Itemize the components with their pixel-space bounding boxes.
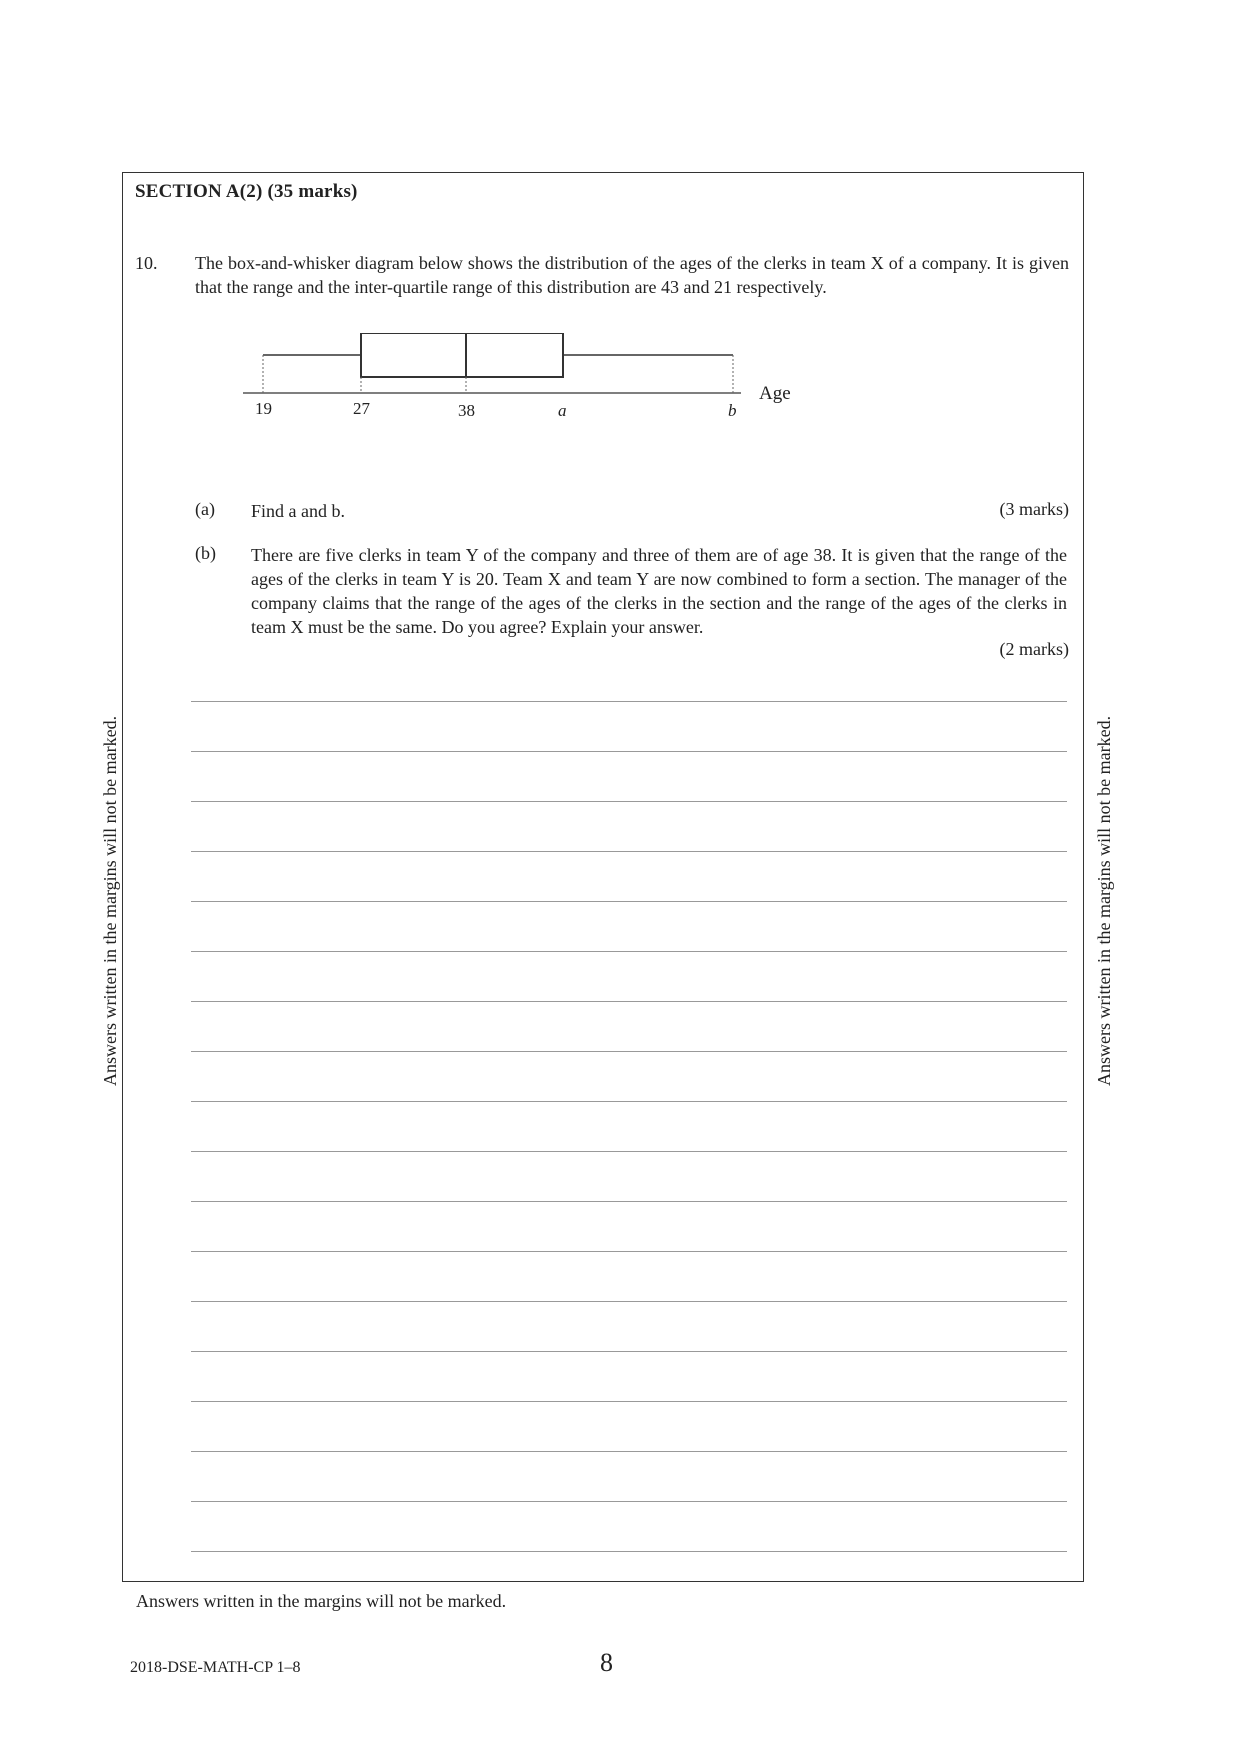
part-a-marks: (3 marks) xyxy=(999,499,1069,519)
section-title: SECTION A(2) (35 marks) xyxy=(135,181,358,202)
part-a-text: Find a and b. xyxy=(251,501,345,521)
answer-line[interactable] xyxy=(191,1001,1067,1002)
question-text: The box-and-whisker diagram below shows the distribution of the ages of the clerks in team X of a company. It is given that the range and the inter-quartile range of this distribution are 43 and 21 respectively. xyxy=(195,253,1069,297)
answer-line[interactable] xyxy=(191,751,1067,752)
question-number: 10. xyxy=(135,253,158,273)
answer-line[interactable] xyxy=(191,851,1067,852)
answer-line[interactable] xyxy=(191,1351,1067,1352)
answer-frame xyxy=(122,172,1084,1582)
box xyxy=(361,333,563,377)
answer-line[interactable] xyxy=(191,901,1067,902)
part-b-label: (b) xyxy=(195,543,216,563)
answer-line[interactable] xyxy=(191,1501,1067,1502)
answer-line[interactable] xyxy=(191,1151,1067,1152)
answer-line[interactable] xyxy=(191,1551,1067,1552)
answer-line[interactable] xyxy=(191,1401,1067,1402)
page-number: 8 xyxy=(600,1648,613,1677)
answer-lines xyxy=(191,701,1067,1601)
right-margin-note: Answers written in the margins will not be marked. xyxy=(1094,715,1114,1086)
answer-line[interactable] xyxy=(191,1301,1067,1302)
answer-line[interactable] xyxy=(191,701,1067,702)
answer-line[interactable] xyxy=(191,951,1067,952)
answer-line[interactable] xyxy=(191,801,1067,802)
answer-line[interactable] xyxy=(191,1201,1067,1202)
tick-label-median: 38 xyxy=(458,401,475,420)
tick-label-q3: a xyxy=(558,401,567,420)
tick-label-min: 19 xyxy=(255,399,272,418)
footer-note: Answers written in the margins will not be marked. xyxy=(136,1591,507,1611)
answer-line[interactable] xyxy=(191,1101,1067,1102)
tick-label-q1: 27 xyxy=(353,399,370,418)
left-margin-note: Answers written in the margins will not be marked. xyxy=(100,715,120,1086)
tick-label-max: b xyxy=(728,401,737,420)
answer-line[interactable] xyxy=(191,1051,1067,1052)
axis-label: Age xyxy=(759,383,791,404)
part-b-marks: (2 marks) xyxy=(999,639,1069,659)
part-b-text: There are five clerks in team Y of the company and three of them are of age 38. It is given that the range of the ages of the clerks in team Y is 20. Team X and team Y are now combined to form a section. The manager of the company claims that the range of the ages of the clerks in the section and the range of the ages of the clerks in team X must be the same. Do you agree? Explain your answer. xyxy=(251,545,1067,637)
part-a-label: (a) xyxy=(195,499,215,519)
exam-code: 2018-DSE-MATH-CP 1–8 xyxy=(130,1659,301,1676)
answer-line[interactable] xyxy=(191,1451,1067,1452)
box-whisker-diagram xyxy=(223,333,823,443)
answer-line[interactable] xyxy=(191,1251,1067,1252)
